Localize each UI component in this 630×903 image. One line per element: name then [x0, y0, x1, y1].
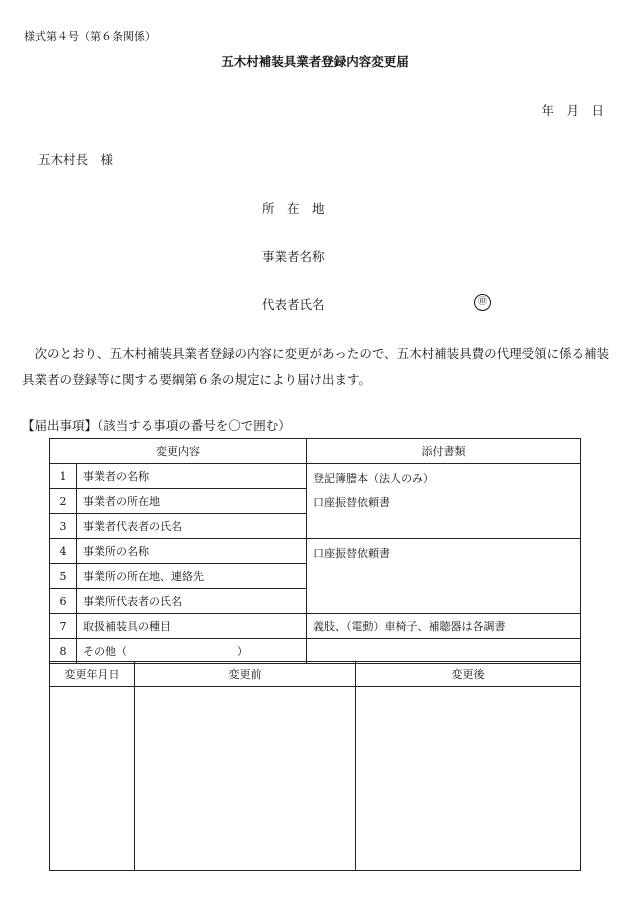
attachment-group-3: 義肢、（電動）車椅子、補聴器は各調書 — [307, 614, 581, 639]
business-name-label: 事業者名称 — [262, 249, 325, 264]
item-number[interactable]: 8 — [50, 639, 77, 664]
table-row — [50, 639, 581, 664]
seal-mark: ㊞ — [474, 294, 491, 311]
table-row — [50, 614, 581, 639]
item-label: 事業所の所在地、連絡先 — [77, 564, 307, 589]
item-number[interactable]: 6 — [50, 589, 77, 614]
body-text: 次のとおり、五木村補装具業者登録の内容に変更があったので、五木村補装具費の代理受領に係る補装具業者の登録等に関する要綱第６条の規定により届け出ます。 — [22, 346, 610, 387]
item-number[interactable]: 4 — [50, 539, 77, 564]
item-number[interactable]: 5 — [50, 564, 77, 589]
before-cell[interactable] — [135, 687, 356, 871]
items-table — [49, 438, 581, 664]
attachment-group-2 — [307, 539, 581, 614]
document-title: 五木村補装具業者登録内容変更届 — [221, 54, 409, 69]
attachment-group-1 — [307, 464, 581, 539]
table-row — [50, 464, 581, 489]
attachment-text: 口座振替依頼書 — [313, 547, 390, 560]
item-label: 事業者の名称 — [77, 464, 307, 489]
header-change-date: 変更年月日 — [50, 662, 135, 687]
item-label: 取扱補装具の種目 — [77, 614, 307, 639]
item-label: 事業所の名称 — [77, 539, 307, 564]
item-number[interactable]: 2 — [50, 489, 77, 514]
table-row — [50, 539, 581, 564]
header-before: 変更前 — [135, 662, 356, 687]
item-number[interactable]: 1 — [50, 464, 77, 489]
attachment-text: 口座振替依頼書 — [313, 496, 390, 509]
header-content: 変更内容 — [50, 439, 307, 464]
representative-label: 代表者氏名 — [262, 297, 325, 312]
attachment-text: 登記簿謄本（法人のみ） — [313, 472, 434, 485]
form-number: 様式第４号（第６条関係） — [24, 30, 156, 43]
header-after: 変更後 — [356, 662, 581, 687]
item-label: 事業者代表者の氏名 — [77, 514, 307, 539]
date-line: 年 月 日 — [541, 103, 604, 118]
item-label: 事業所代表者の氏名 — [77, 589, 307, 614]
after-cell[interactable] — [356, 687, 581, 871]
header-attachments: 添付書類 — [307, 439, 581, 464]
addressee: 五木村長 様 — [38, 152, 114, 167]
item-number[interactable]: 3 — [50, 514, 77, 539]
changes-table — [49, 661, 581, 871]
item-label: 事業者の所在地 — [77, 489, 307, 514]
item-number[interactable]: 7 — [50, 614, 77, 639]
attachment-group-4 — [307, 639, 581, 664]
address-label: 所 在 地 — [262, 201, 325, 216]
items-heading: 【届出事項】（該当する事項の番号を〇で囲む） — [22, 418, 291, 433]
change-date-cell[interactable] — [50, 687, 135, 871]
item-label: その他（ ） — [77, 639, 307, 664]
